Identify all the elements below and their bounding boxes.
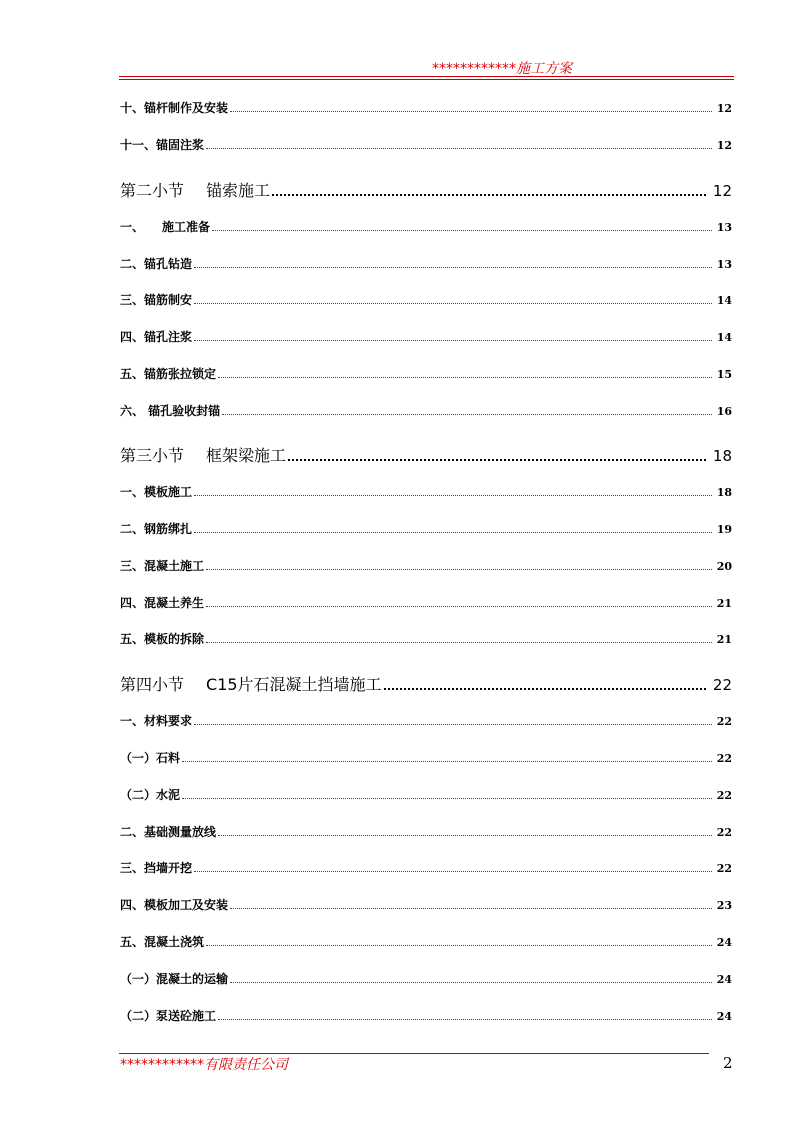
toc-entry-page: 18 (716, 486, 732, 499)
toc-entry-page: 22 (716, 789, 732, 802)
toc-entry-label: （一）石料 (120, 751, 181, 765)
toc-entry[interactable] (120, 365, 732, 382)
toc-entry-label: 二、钢筋绑扎 (120, 522, 193, 536)
toc-entry-label: （一）混凝土的运输 (120, 972, 229, 986)
dot-leader (218, 1018, 712, 1020)
toc-entry[interactable] (120, 594, 732, 611)
toc-entry[interactable] (120, 712, 732, 729)
toc-entry[interactable] (120, 630, 732, 647)
dot-leader (194, 723, 712, 725)
dot-leader (230, 110, 712, 112)
toc-entry-page: 24 (716, 973, 732, 986)
dot-leader (194, 302, 712, 304)
toc-entry-label: 三、挡墙开挖 (120, 861, 193, 875)
toc-entry-label: （二）水泥 (120, 788, 181, 802)
toc-entry[interactable] (120, 218, 732, 235)
toc-entry-number: 一、 (120, 220, 145, 234)
toc-entry-label: 一、模板施工 (120, 485, 193, 499)
dot-leader (194, 531, 712, 533)
toc-entry-page: 15 (716, 368, 732, 381)
toc-section[interactable] (120, 443, 732, 466)
toc-entry-page: 22 (716, 752, 732, 765)
toc-entry-page: 14 (716, 294, 732, 307)
toc-entry-page: 13 (716, 258, 732, 271)
toc-entry-label: 十、锚杆制作及安装 (120, 101, 229, 115)
toc-section-title: 框架梁施工 (206, 446, 287, 465)
toc-entry[interactable] (120, 557, 732, 574)
toc-section[interactable] (120, 672, 732, 695)
toc-entry-page: 22 (716, 862, 732, 875)
toc-entry[interactable] (120, 859, 732, 876)
footer-company: ************有限责任公司 (120, 1057, 288, 1073)
toc-entry-label: 施工准备 (162, 220, 211, 234)
toc-section-page: 22 (712, 676, 732, 694)
dot-leader (206, 568, 712, 570)
toc-entry-page: 12 (716, 139, 732, 152)
toc-entry-label: 十一、锚固注浆 (120, 138, 205, 152)
toc-entry-page: 24 (716, 936, 732, 949)
toc-entry-page: 21 (716, 597, 732, 610)
dot-leader (212, 229, 712, 231)
toc-entry-page: 23 (716, 899, 732, 912)
dot-leader (288, 458, 706, 461)
toc-entry-label: 五、锚筋张拉锁定 (120, 367, 217, 381)
toc-entry[interactable] (120, 99, 732, 116)
dot-leader (194, 494, 712, 496)
toc-section-number: 第四小节 (120, 675, 185, 694)
toc-entry-page: 16 (716, 405, 732, 418)
dot-leader (194, 870, 712, 872)
dot-leader (206, 944, 712, 946)
toc-section-title: 锚索施工 (206, 181, 271, 200)
toc-entry[interactable] (120, 328, 732, 345)
toc-entry-label: 五、混凝土浇筑 (120, 935, 205, 949)
dot-leader (230, 981, 712, 983)
toc-entry[interactable] (120, 136, 732, 153)
toc-entry-page: 22 (716, 826, 732, 839)
toc-entry-label: 五、模板的拆除 (120, 632, 205, 646)
toc-entry-label: 四、模板加工及安装 (120, 898, 229, 912)
toc-entry[interactable] (120, 402, 732, 419)
toc-entry[interactable] (120, 1007, 732, 1024)
dot-leader (272, 193, 706, 196)
toc-entry[interactable] (120, 970, 732, 987)
toc-entry-page: 12 (716, 102, 732, 115)
dot-leader (218, 376, 712, 378)
toc-entry-label: 六、 锚孔验收封锚 (120, 404, 221, 418)
toc-entry[interactable] (120, 520, 732, 537)
toc-entry[interactable] (120, 786, 732, 803)
toc-entry[interactable] (120, 933, 732, 950)
toc-entry-label: （二）泵送砼施工 (120, 1009, 217, 1023)
toc-section[interactable] (120, 178, 732, 201)
toc-entry-label: 四、锚孔注浆 (120, 330, 193, 344)
toc-entry-page: 20 (716, 560, 732, 573)
toc-entry-label: 二、基础测量放线 (120, 825, 217, 839)
table-of-contents (120, 0, 732, 1123)
toc-entry-page: 21 (716, 633, 732, 646)
dot-leader (206, 641, 712, 643)
header-title: ************施工方案 (432, 61, 572, 77)
toc-entry-label: 三、混凝土施工 (120, 559, 205, 573)
dot-leader (218, 834, 712, 836)
dot-leader (194, 339, 712, 341)
toc-section-number: 第三小节 (120, 446, 185, 465)
dot-leader (206, 147, 712, 149)
toc-entry-label: 四、混凝土养生 (120, 596, 205, 610)
dot-leader (206, 605, 712, 607)
dot-leader (230, 907, 712, 909)
toc-entry-page: 13 (716, 221, 732, 234)
toc-entry-page: 19 (716, 523, 732, 536)
toc-entry-label: 三、锚筋制安 (120, 293, 193, 307)
toc-entry[interactable] (120, 896, 732, 913)
dot-leader (194, 266, 712, 268)
toc-section-page: 18 (712, 447, 732, 465)
toc-entry[interactable] (120, 291, 732, 308)
dot-leader (182, 760, 712, 762)
toc-section-title: C15片石混凝土挡墙施工 (206, 675, 382, 694)
toc-entry-label: 一、材料要求 (120, 714, 193, 728)
page-number: 2 (723, 1054, 733, 1072)
toc-entry[interactable] (120, 823, 732, 840)
toc-entry[interactable] (120, 255, 732, 272)
toc-entry-page: 24 (716, 1010, 732, 1023)
toc-entry-page: 14 (716, 331, 732, 344)
dot-leader (222, 413, 712, 415)
toc-entry[interactable] (120, 483, 732, 500)
toc-entry-page: 22 (716, 715, 732, 728)
toc-entry[interactable] (120, 749, 732, 766)
toc-entry-label: 二、锚孔钻造 (120, 257, 193, 271)
toc-section-number: 第二小节 (120, 181, 185, 200)
dot-leader (384, 687, 706, 690)
toc-section-page: 12 (712, 182, 732, 200)
dot-leader (182, 797, 712, 799)
